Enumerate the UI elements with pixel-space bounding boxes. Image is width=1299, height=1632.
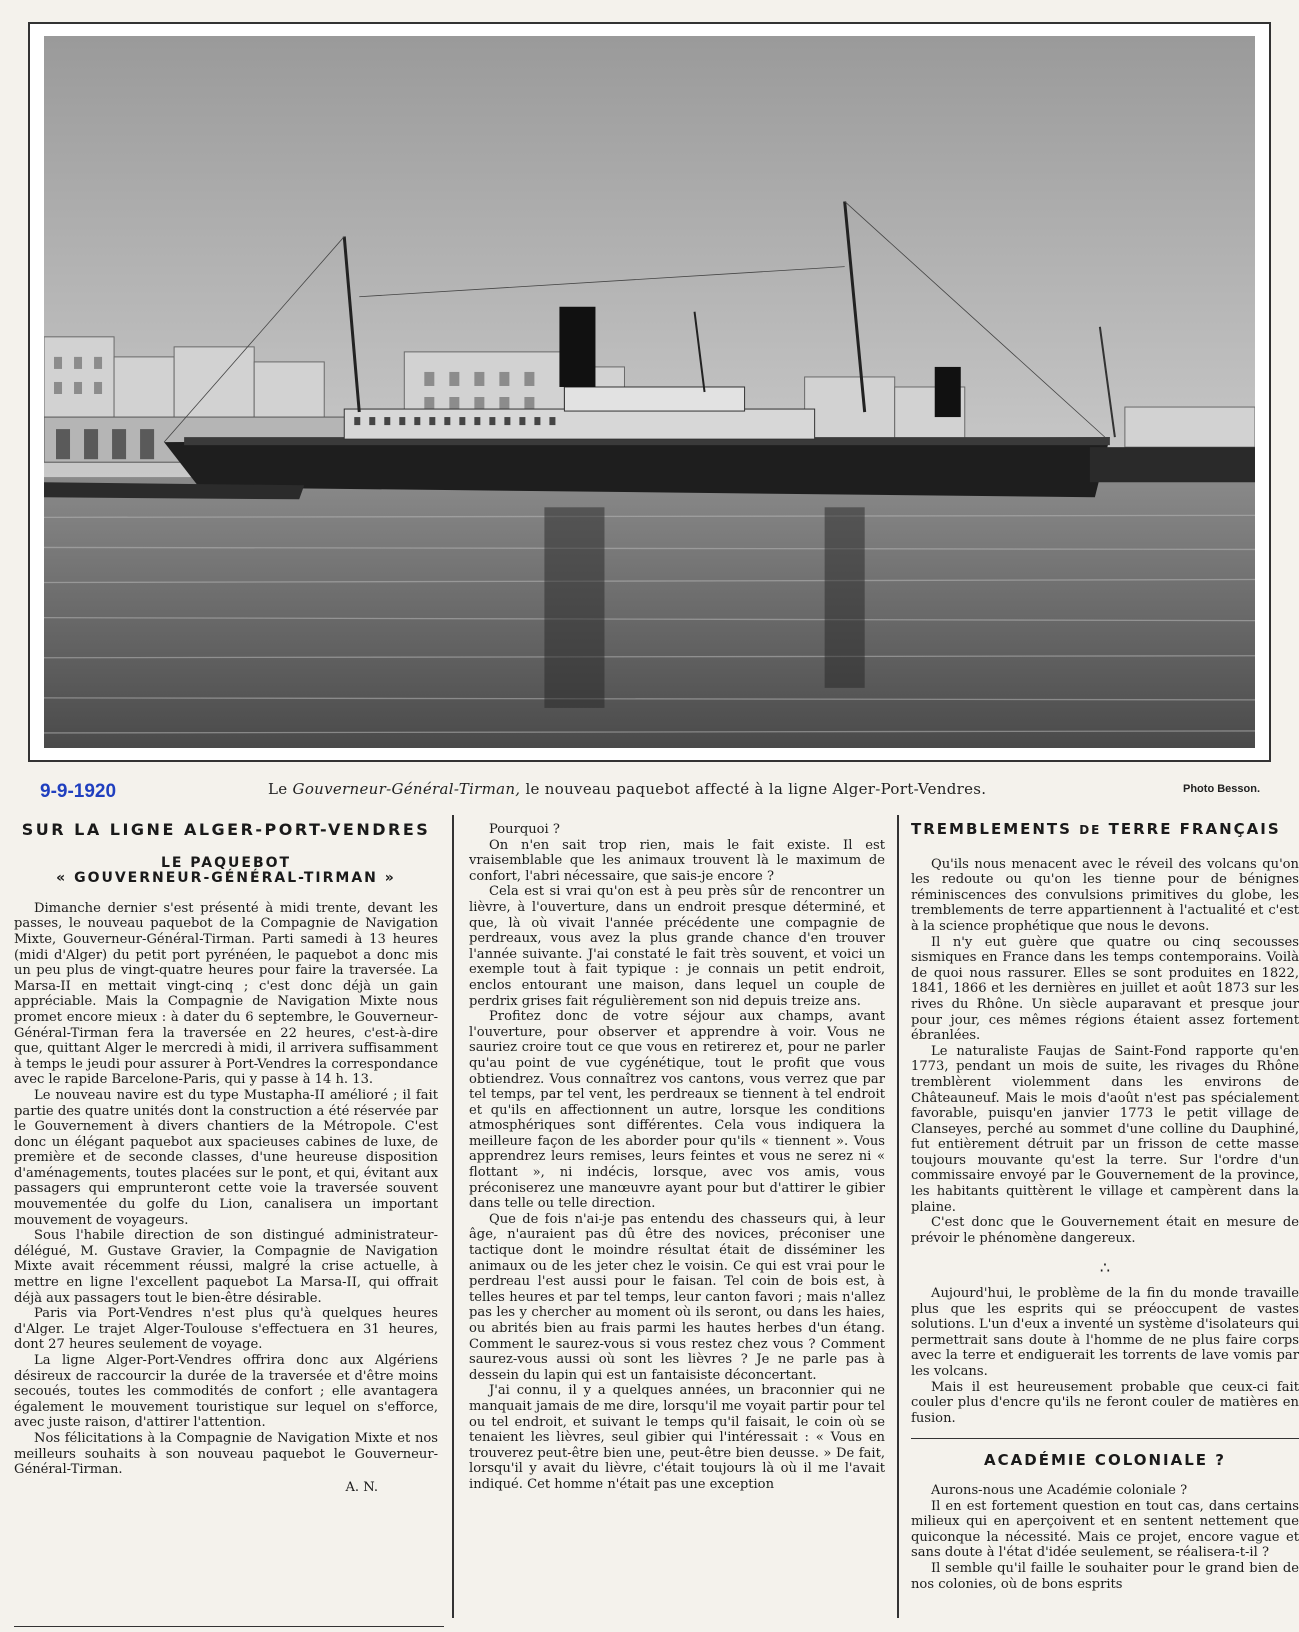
article1-signature: A. N. [345, 1479, 378, 1495]
caption-ship-name: Gouverneur-Général-Tirman, [292, 780, 521, 798]
article1-subheading-2: « GOUVERNEUR-GÉNÉRAL-TIRMAN » [56, 870, 396, 887]
article3-paragraph: Le naturaliste Faujas de Saint-Fond rapporte qu'en 1773, pendant un mois de suite, les rivages du Rhône tremblèrent violemment dans les environs de Châteauneuf. Mais le mois d'août n'est pas spécialement favorable, puisqu'en janvier 1773 le petit village de Clanseyes, perché au sommet d'une colline du Dauphiné, fut entièrement détruit par un frisson de cette masse toujours mouvante qu'est la terre. Sur l'ordre d'un commissaire envoyé par le Gouvernement de la province, les habitants quittèrent le village et campèrent dans la plaine. [911, 1043, 1299, 1215]
article3-paragraph: C'est donc que le Gouvernement était en mesure de prévoir le phénomène dangereux. [911, 1215, 1299, 1246]
article1-paragraph: La ligne Alger-Port-Vendres offrira donc aux Algériens désireux de raccourcir la durée de la traversée et d'être moins secoués, toutes les commodités de confort ; elle avantagera également le mouvement touristique sur lequel on s'efforce, avec juste raison, d'attirer l'attention. [14, 1353, 438, 1431]
article1-paragraph: Dimanche dernier s'est présenté à midi trente, devant les passes, le nouveau paquebot de la Compagnie de Navigation Mixte, Gouverneur-Général-Tirman. Parti samedi à 13 heures (midi d'Alger) du petit port pyrénéen, le paquebot a donc mis un peu plus de vingt-quatre heures pour faire la traversée. La Marsa-II en mettait vingt-cinq ; c'est donc déjà un gain appréciable. Mais la Compagnie de Navigation Mixte nous promet encore mieux : à dater du 6 septembre, le Gouverneur-Général-Tirman fera la traversée en 22 heures, c'est-à-dire que, quittant Alger le mercredi à midi, il arrivera suffisamment à temps le jeudi pour assurer à Port-Vendres la correspondance avec le rapide Barcelone-Paris, qui y passe à 14 h. 13. [14, 900, 438, 1088]
article-divider [911, 1438, 1299, 1439]
article2-paragraph: Pourquoi ? [489, 822, 560, 837]
caption-prefix: Le [268, 780, 288, 798]
article3-paragraph: Qu'ils nous menacent avec le réveil des volcans qu'on les redoute ou qu'on les tienne pour de bénignes réminiscences des convulsions primitives du globe, les tremblements de terre appartiennent à l'actualité et c'est à la science prophétique que nous le devons. [911, 856, 1299, 934]
article4-heading: ACADÉMIE COLONIALE ? [984, 1451, 1226, 1470]
article3-paragraph: Aujourd'hui, le problème de la fin du monde travaille plus que les esprits qui se préoccupent de vastes solutions. L'un d'eux a inventé un système d'isolateurs qui permettrait sans doute à l'homme de ne plus faire corps avec la terre et endiguerait les torrents de lave vomis par les volcans. [911, 1286, 1299, 1379]
steamship-photo [44, 36, 1255, 748]
article1-paragraph: Paris via Port-Vendres n'est plus qu'à quelques heures d'Alger. Le trajet Alger-Toulouse s'effectuera en 31 heures, dont 27 heures seulement de voyage. [14, 1306, 438, 1353]
article1-subheading-1: LE PAQUEBOT [160, 854, 292, 871]
article4-paragraph: Il semble qu'il faille le souhaiter pour le grand bien de nos colonies, où de bons esprits [911, 1560, 1299, 1592]
article3-heading [911, 822, 1299, 839]
article2-paragraph: Profitez donc de votre séjour aux champs, avant l'ouverture, pour observer et apprendre à voir. Vous ne sauriez croire tout ce que vous en retirerez et, pour ne parler qu'au point de vue cygénétique, tout le profit que vous obtiendrez. Vous connaîtrez vos cantons, vous verrez que par tel temps, par tel vent, les perdreaux se tiennent à tel endroit et qu'ils en affectionnent un autre, lorsque les conditions atmosphériques sont différentes. Cela vous indiquera la meilleure façon de les aborder pour qu'ils « tiennent ». Vous apprendrez leurs remises, leurs feintes et vous ne serez ni « flottant », ni indécis, lorsque, avec vos amis, vous préconiserez une manœuvre ayant pour but d'attirer le gibier dans telle ou telle direction. [469, 1009, 885, 1212]
article4-paragraph: Il en est fortement question en tout cas, dans certains milieux qui en aperçoivent et en sentent nettement que quiconque la nécessité. Mais ce projet, encore vague et sans doute à l'état d'idée seulement, se réalisera-t-il ? [911, 1498, 1299, 1561]
section-separator: ∴ [1099, 1258, 1111, 1278]
article3-heading-post: TERRE FRANÇAIS [1108, 822, 1281, 838]
caption-text: le nouveau paquebot affecté à la ligne Alger-Port-Vendres. [525, 780, 987, 798]
column-rule-left [452, 815, 454, 1618]
steamship-illustration [44, 36, 1255, 748]
article3-paragraph: Mais il est heureusement probable que ceux-ci fait couler plus d'encre qu'ils ne feront couler de matières en fusion. [911, 1379, 1299, 1426]
article2-paragraph: Cela est si vrai qu'on est à peu près sûr de rencontrer un lièvre, à l'ouverture, dans un endroit presque déterminé, et que, là où vivait l'année précédente une compagnie de perdreaux, vous avez la plus grande chance d'en trouver l'année suivante. J'ai constaté le fait très souvent, et voici un exemple tout à fait typique : je connais un petit endroit, enclos entourant une maison, dans lequel un couple de perdrix grises fait régulièrement son nid depuis treize ans. [469, 884, 885, 1009]
column-2 [463, 822, 891, 1632]
article1-paragraph: Le nouveau navire est du type Mustapha-II amélioré ; il fait partie des quatre unités dont la construction a été réservée par le Gouvernement à divers chantiers de la Métropole. C'est donc un élégant paquebot aux spacieuses cabines de luxe, de première et de seconde classes, d'une heureuse disposition d'aménagements, toutes placées sur le pont, et qui, évitant aux passagers qui emprunteront cette voie la traversée souvent mouvementée du golfe du Lion, canalisera un important mouvement de voyageurs. [14, 1087, 438, 1228]
photo-credit: Photo Besson. [1183, 783, 1261, 795]
article2-paragraph: On n'en sait trop rien, mais le fait existe. Il est vraisemblable que les animaux trouvent là le maximum de confort, l'abri nécessaire, que sais-je encore ? [469, 837, 885, 884]
article2-paragraph: J'ai connu, il y a quelques années, un braconnier qui ne manquait jamais de me dire, lorsqu'il me voyait partir pour tel ou tel endroit, et suivant le temps qu'il faisait, le coin où se tenaient les lièvres, seul gibier qui l'intéressait : « Vous en trouverez peut-être bien une, peut-être bien deusse. » De fait, lorsqu'il y avait du lièvre, c'était toujours là où il me l'avait indiqué. Cet homme n'était pas une exception [469, 1383, 885, 1492]
date-stamp: 9-9-1920 [40, 781, 117, 802]
article4-paragraph: Aurons-nous une Académie coloniale ? [931, 1482, 1188, 1498]
article1-heading: SUR LA LIGNE ALGER-PORT-VENDRES [21, 822, 431, 839]
article1-paragraph: Sous l'habile direction de son distingué administrateur-délégué, M. Gustave Gravier, la Compagnie de Navigation Mixte avait récemment réussi, malgré la crise actuelle, à mettre en ligne l'excellent paquebot La Marsa-II, qui offrait déjà aux passagers tout le bien-être désirable. [14, 1228, 438, 1306]
column-3 [905, 822, 1299, 1632]
column-1 [14, 822, 444, 1632]
photo-caption [268, 780, 1068, 798]
article3-paragraph: Il n'y eut guère que quatre ou cinq secousses sismiques en France dans les temps contemporains. Voilà de quoi nous rassurer. Elles se sont produites en 1822, 1841, 1866 et les dernières en juillet et août 1873 sur les rives du Rhône. Un siècle auparavant et presque jour pour jour, ces mêmes régions étaient assez fortement ébranlées. [911, 934, 1299, 1044]
article3-heading-de: DE [1079, 823, 1102, 837]
article2-paragraph: Que de fois n'ai-je pas entendu des chasseurs qui, à leur âge, n'auraient pas dû être des novices, préconiser une tactique dont le moindre résultat était de disséminer les animaux ou de les jeter chez le voisin. Ce qui est vrai pour le perdreau l'est aussi pour le faisan. Tel coin de bois est, à telles heures et par tel temps, leur canton favori ; mais n'allez pas les y chercher au moment où ils seront, ou dans les haies, ou abrités bien au frais parmi les hautes herbes d'un étang. Comment le saurez-vous si vous restez chez vous ? Comment saurez-vous aussi où sont les lièvres ? Je ne parle pas à dessein du lapin qui est un fantaisiste déconcertant. [469, 1211, 885, 1383]
article1-paragraph: Nos félicitations à la Compagnie de Navigation Mixte et nos meilleurs souhaits à son nouveau paquebot le Gouverneur-Général-Tirman. [14, 1430, 438, 1478]
article3-heading-pre: TREMBLEMENTS [911, 822, 1072, 838]
photo-frame [28, 22, 1271, 762]
column-rule-right [897, 815, 899, 1618]
